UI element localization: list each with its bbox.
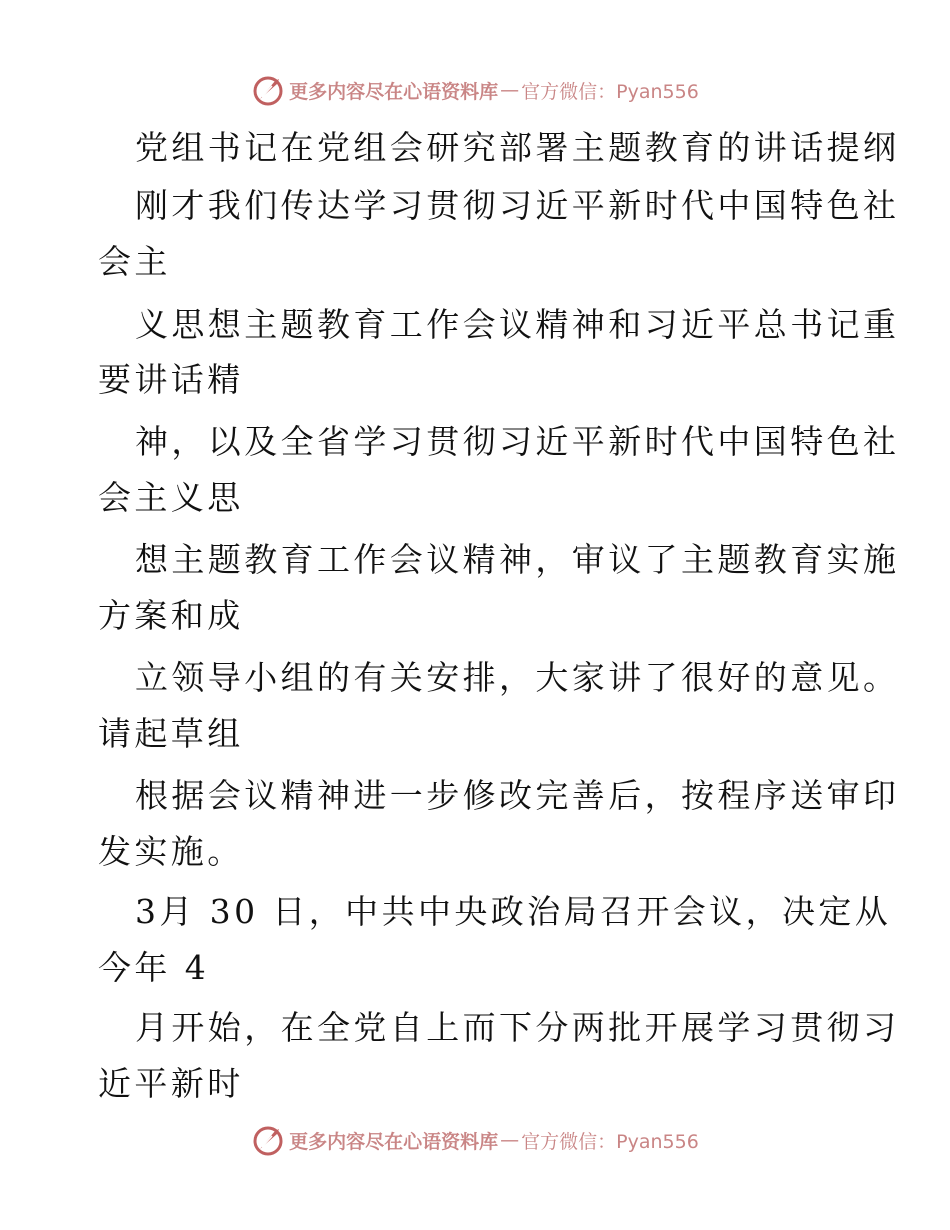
paragraph-line: 想主题教育工作会议精神，审议了主题教育实施 [135,540,900,579]
watermark-site-text: 更多内容尽在心语资料库 [289,80,499,103]
paragraph-line: 近平新时 [98,1064,244,1103]
paragraph-line: 今年 4 [98,948,210,987]
document-title: 党组书记在党组会研究部署主题教育的讲话提纲 [135,128,900,167]
paragraph-line: 3月 30 日，中共中央政治局召开会议，决定从 [135,892,892,931]
paragraph-line: 义思想主题教育工作会议精神和习近平总书记重 [135,305,900,344]
watermark-wechat-text: 官方微信：Pyan556 [521,1130,699,1153]
paragraph-line: 根据会议精神进一步修改完善后，按程序送审印 [135,776,900,815]
watermark-separator: — [500,79,520,101]
paragraph-line: 会主 [98,242,171,281]
paragraph-line: 方案和成 [98,596,244,635]
paragraph-line: 立领导小组的有关安排，大家讲了很好的意见。 [135,658,900,697]
paragraph-line: 发实施。 [98,832,244,871]
paragraph-line: 要讲话精 [98,360,244,399]
paragraph-line: 会主义思 [98,478,244,517]
quill-logo-icon [251,1123,285,1157]
quill-logo-icon [251,73,285,107]
paragraph-line: 月开始，在全党自上而下分两批开展学习贯彻习 [135,1008,900,1047]
watermark-separator: — [500,1129,520,1151]
watermark-site-text: 更多内容尽在心语资料库 [289,1130,499,1153]
watermark-banner-bottom [0,1120,950,1160]
paragraph-line: 神，以及全省学习贯彻习近平新时代中国特色社 [135,422,900,461]
paragraph-line: 刚才我们传达学习贯彻习近平新时代中国特色社 [135,186,900,225]
watermark-wechat-text: 官方微信：Pyan556 [521,80,699,103]
watermark-banner-top [0,70,950,110]
paragraph-line: 请起草组 [98,714,244,753]
